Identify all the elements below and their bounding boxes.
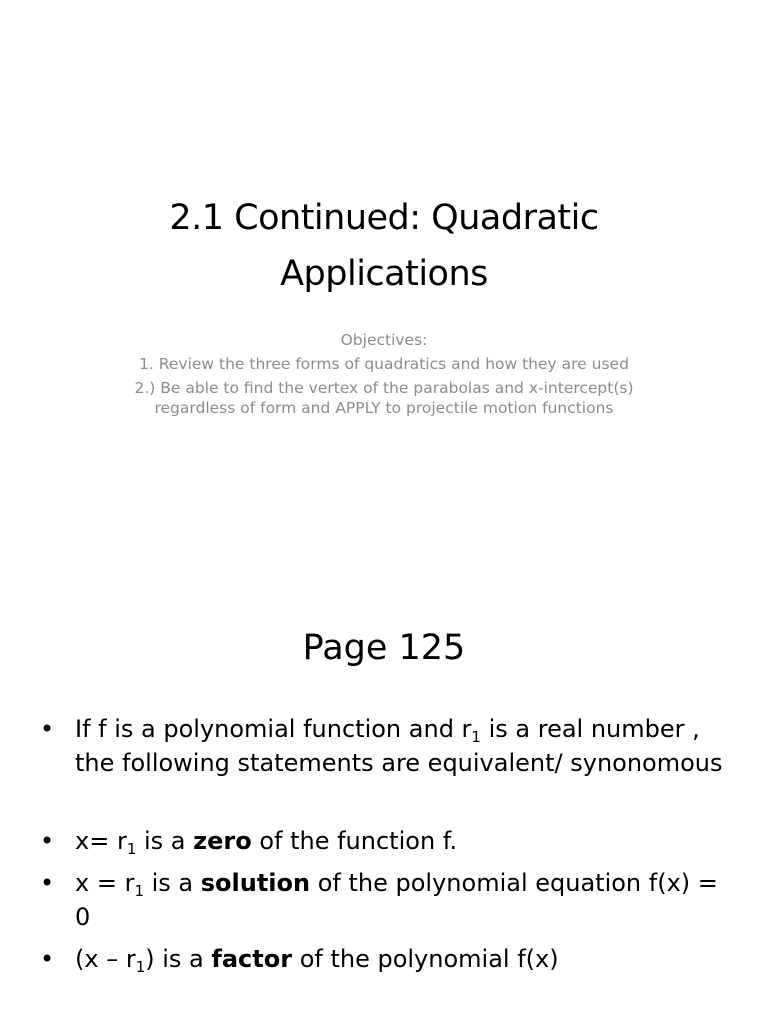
statement-pre: x = r <box>75 869 135 897</box>
statement-pre: x= r <box>75 827 127 855</box>
bullet-dot-icon: • <box>40 827 55 855</box>
bullet-dot-icon: • <box>40 869 55 897</box>
statement-subscript: 1 <box>135 958 146 976</box>
statement-post: of the polynomial f(x) <box>292 945 559 973</box>
objectives-block <box>124 330 644 422</box>
bullet-solution <box>40 866 740 934</box>
statement-post: of the polynomial equation f(x) = 0 <box>75 869 718 931</box>
objective-1: 1. Review the three forms of quadratics and how they are used <box>139 355 629 373</box>
bullet-factor <box>40 942 740 976</box>
intro-text-2: is a real number , the following statements are equivalent/ synonomous <box>75 715 723 777</box>
objective-2: 2.) Be able to find the vertex of the parabolas and x-intercept(s) regardless of form and APPLY to projectile motion functions <box>134 379 634 417</box>
intro-subscript: 1 <box>471 728 481 746</box>
statement-post: of the function f. <box>251 827 458 855</box>
statement-keyword: factor <box>211 945 293 973</box>
statement-mid: ) is a <box>145 945 212 973</box>
bullet-list <box>40 712 740 984</box>
bullet-dot-icon: • <box>40 945 55 973</box>
page-heading: Page 125 <box>302 628 466 668</box>
intro-text-1: If f is a polynomial function and r <box>75 715 472 743</box>
statement-keyword: solution <box>200 869 311 897</box>
statement-mid: is a <box>136 827 194 855</box>
objectives-heading: Objectives: <box>340 331 428 349</box>
bullet-zero <box>40 824 740 858</box>
content-slide <box>0 576 768 1024</box>
bullet-intro <box>40 712 740 780</box>
statement-pre: (x – r <box>75 945 136 973</box>
statement-keyword: zero <box>193 827 252 855</box>
bullet-dot-icon: • <box>40 715 55 743</box>
statement-subscript: 1 <box>134 882 144 900</box>
statement-mid: is a <box>143 869 201 897</box>
slide-title: 2.1 Continued: Quadratic Applications <box>169 198 599 294</box>
statement-subscript: 1 <box>126 840 137 858</box>
